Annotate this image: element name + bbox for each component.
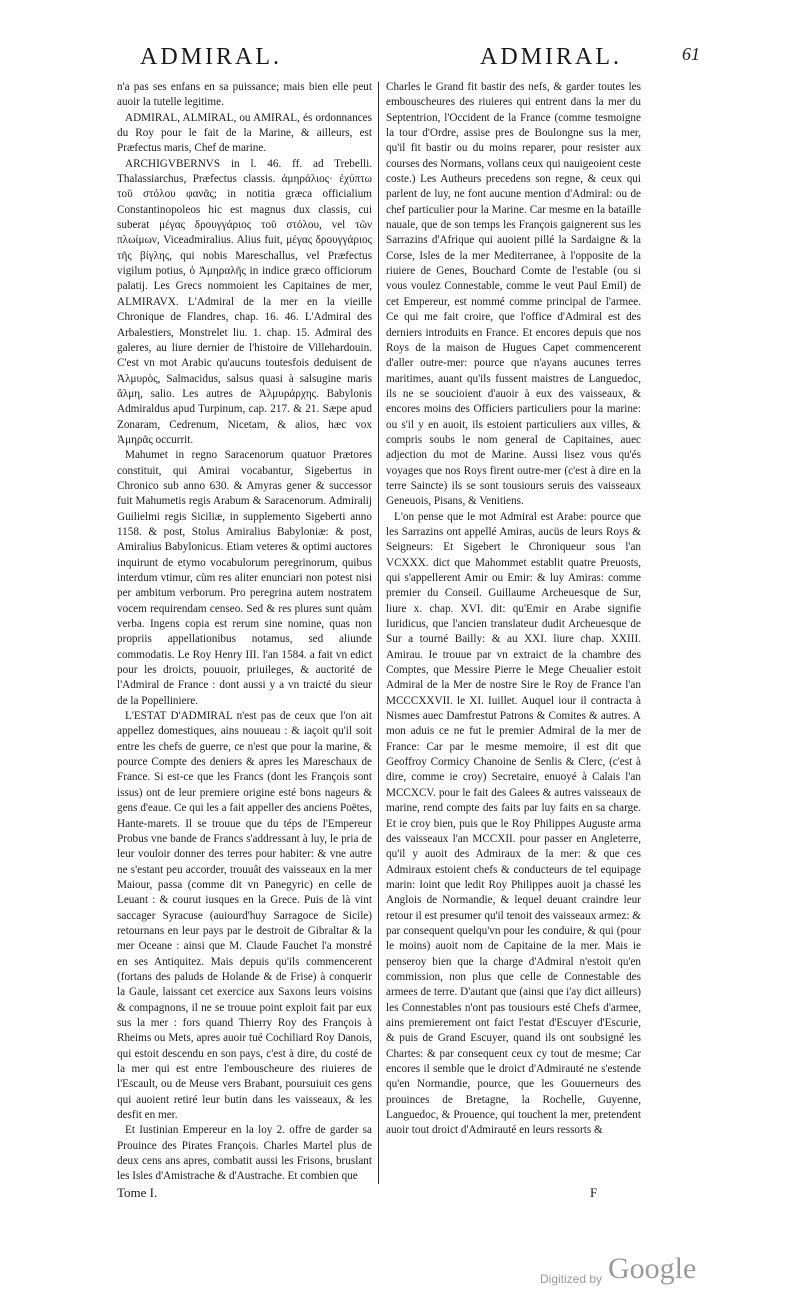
paragraph: ARCHIGVBERNVS in l. 46. ff. ad Trebelli. Thalassiarchus, Præfectus classis. ἀμηράλιος· ἐχύπτω τοῦ στόλου φανᾶς; in notitia græca officialium Constantinopoleos hic est magnus dux classis, cui suberat μέγας δρουγγάριος τοῦ στόλου, vel τῶν πλωίμων, Viceadmiralius. Alius fuit, μέγας δρουγγάριος τῆς βίγλης, qui nobis Mareschallus, vel Præfectus vigilum potius, ὁ Ἀμηραλῆς in indice græco officiorum palatij. Les Grecs nommoient les Capitaines de mer, ALMIRAVX. L'Admiral de la mer en la vieille Chronique de Flandres, chap. 16. 46. L'Admiral des Arbalestiers, Monstrelet liu. 1. chap. 15. Admiral des galeres, au liure dernier de l'histoire de Villehardouin. C'est vn mot Arabic qu'aucuns toutesfois deduisent de Ἀλμυρὸς, Salmacidus, salsus quasi à salsugine maris ἅλμη, salio. Les autres de Ἀλμυράρχης. Babylonis Admiraldus apud Turpinum, cap. 217. & 21. Sæpe apud Zonaram, Cedrenum, Nicetam, & alios, hæc vox Ἀμηρᾶς occurrit.	[117, 157, 372, 446]
signature-mark: F	[590, 1185, 598, 1200]
paragraph: Charles le Grand fit bastir des nefs, & garder toutes les embouscheures des riuieres qui entrent dans la mer du Septentrion, l'Occident de la France (comme tesmoigne la tour d'Ordre, assise pres de Boulongne sus la mer, qu'il fit bastir ou du moins reparer, pour resister aux courses des Normans, vollans ceux qui nauigeoient ceste coste.) Les Autheurs precedens son regne, & ceux qui parlent de luy, ne font aucune mention d'Admiral: ou de chef particulier pour la Marine. Car mesme en la bataille nauale, que de son temps les François gaignerent sus les Sarrazins d'Afrique qui auoient pillé la Sardaigne & la Corse, Isles de la mer Mediterranee, à l'opposite de la riuiere de Genes, Bouchard Comte de l'estable (ou si vous voulez Connestable, comme le veut Paul Emil) de cet Empereur, est nommé comme principal de l'armee. Ce qui me fait croire, que l'office d'Admiral est des derniers introduits en France. Et encores depuis que nos Roys de la maison de Hugues Capet commencerent d'aller outre-mer: pource que n'ayans aucunes terres maritimes, auant qu'ils fussent maistres de Languedoc, ils ne se soucioient d'auoir à eux des vaisseaux, & encores moins des Officiers particuliers pour la marine: ou s'il y en auoit, ils estoient particuliers aux villes, & compris soubs le nom general de Capitaines, auec adjection du mot de Marine. Aussi lisez vous qu'és voyages que nos Roys firent outre-mer (c'est à dire en la terre Saincte) ils se sont tousiours seruis des vaisseaux Geneuois, Pisans, & Venitiens.	[386, 81, 641, 508]
column-divider	[378, 82, 379, 1184]
running-head	[140, 44, 700, 84]
paragraph: L'ESTAT D'ADMIRAL n'est pas de ceux que l'on ait appellez domestiques, ains nouueau : & iaçoit qu'il soit entre les chefs de guerre, ce n'est que pour la marine, & pource Compte des deniers & apres les Mareschaux de France. Si est-ce que les Francs (dont les François sont issus) ont de leur premiere origine esté bons nageurs & gens d'eaue. Ce qui les a fait appeller des anciens Poëtes, Hante-marets. Il se trouue que du téps de l'Empereur Probus vne bande de Francs s'addressant à luy, le pria de leur vouloir donner des terres pour habiter: & vne autre ne s'estant peu accorder, trouuât des vaisseaux en la mer Maiour, passa (comme dit vn Panegyric) en celle de Leuant : & courut iusques en la Grece. Puis de là vint saccager Syracuse (auiourd'huy Sarragoce de Sicile) retournans en leur pays par le destroit de Gibraltar & la mer Oceane : ainsi que M. Claude Fauchet l'a monstré en ses Antiquitez. Mais depuis qu'ils commencerent (fortans des paluds de Holande & de Frise) à conquerir la Gaule, laissant cet exercice aux Saxons leurs voisins & compagnons, il ne se trouue point exploit fait par eux sus la mer : fors quand Thierry Roy des François à Rheims ou Mets, apres auoir tué Cochiliard Roy Danois, qui estoit descendu en son pays, c'est à dire, du costé de la mer qui est entre l'embouscheure des riuieres de l'Escault, ou de Meuse vers Brabant, poursuiuit ces gens qui auoient retiré leur butin dans les vaisseaux, & les desfit en mer.	[117, 710, 372, 1122]
digitization-watermark	[540, 1252, 780, 1298]
paragraph: Mahumet in regno Saracenorum quatuor Prætores constituit, qui Amirai vocabantur, Sigebertus in Chronico sub anno 630. & Amyras gener & successor fuit Mahumetis regis Arabum & Saracenorum. Admiralij Guilielmi regis Siciliæ, in supplemento Sigeberti anno 1158. & post, Stolus Amiralius Babyloniæ: & post, Amiralius Babylonicus. Etiam veteres & optimi auctores inquirunt de etymo vocabulorum peregrinorum, quibus interdum vtimur, cùm res aliter enunciari non potest nisi per ambitum verborum. Pro peregrina autem nostratem vocem requirendam censeo. Sed & res plures sunt quàm verba. Ingens copia est rerum sine nomine, quas non propriis appellationibus notamus, sed aliunde commodatis. Le Roy Henry III. l'an 1584. a fait vn edict pour les droicts, pouuoir, priuileges, & auctorité de l'Admiral de France : dont aussi y a vn traicté du sieur de la Popelliniere.	[117, 449, 372, 707]
paragraph: n'a pas ses enfans en sa puissance; mais bien elle peut auoir la tutelle legitime.	[117, 81, 372, 109]
volume-label: Tome I.	[117, 1185, 158, 1200]
page-number: 61	[682, 44, 700, 64]
right-column	[386, 80, 641, 1139]
left-page-title: ADMIRAL.	[140, 44, 282, 70]
paragraph: ADMIRAL, ALMIRAL, ou AMIRAL, és ordonnances du Roy pour le fait de la Marine, & ailleurs, est Præfectus maris, Chef de marine.	[117, 111, 372, 155]
paragraph: Et Iustinian Empereur en la loy 2. offre de garder sa Prouince des Pirates François. Charles Martel plus de deux cens ans apres, combatit aussi les Frisons, bruslant les Isles d'Amistrache & d'Austrache. Et combien que	[117, 1124, 372, 1183]
footer-left	[117, 1185, 372, 1205]
watermark-prefix: Digitized by	[540, 1272, 603, 1286]
right-page-title: ADMIRAL.	[480, 44, 622, 70]
google-logo: Google	[608, 1252, 697, 1285]
paragraph: L'on pense que le mot Admiral est Arabe: pource que les Sarrazins ont appellé Amiras, aucüs de leurs Roys & Seigneurs: Et Sigebert le Chroniqueur sous l'an VCXXX. dict que Mahommet establit quatre Preuosts, qui s'appellerent Amir ou Emir: & luy Amiras: comme premier du Conseil. Guillaume Archeuesque de Sur, liure x. chap. XVI. dit: qu'Emir en Arabe signifie Iuridicus, que l'ancien translateur dudit Archeuesque de Sur a tourné Bailly: & au XXI. liure chap. XXIII. Amirau. Ie trouue par vn extraict de la chambre des Comptes, que Messire Pierre le Mege Cheualier estoit Admiral de la Mer de nostre Sire le Roy de France l'an MCCCXXVII. le XI. Iuillet. Auquel iour il contracta à Nismes auec Damfrestut Patrons & Comites & autres. A mon aduis ce ne fut le premier Admiral de la mer de France: Car par le mesme memoire, il est dit que Geoffroy Cormicy Chanoine de Senlis & Clerc, (c'est à dire, comme ie croy) Secretaire, enuoyé à Calais l'an MCCXCV. pour le fait des Galees & autres vaisseaux de marine, rend compte des faits par luy faits en sa charge. Et ie croy bien, puis que le Roy Philippes Auguste arma des vaisseaux l'an MCCXII. pour passer en Angleterre, qu'il y auoit des Admiraux de la mer: & que ces Admiraux estoient chefs & conducteurs de tel equipage marin: Ioint que ledit Roy Philippes auoit ja chassé les Anglois de Normandie, & lequel deuant craindre leur retour il est presumer qu'il tenoit des vaisseaux armez: & par consequent quelqu'vn pour les conduire, & qui (pour le moins) auoit nom de Capitaine de la mer. Mais ie penseroy bien que la charge d'Admiral n'estoit qu'en commission, non plus que celle de Connestable des armees de terre. D'autant que (ainsi que i'ay dict ailleurs) les Connestables n'ont pas tousiours esté Chefs d'armee, ains premierement ont faict l'estat d'Escuyer d'Escurie, & puis de Grand Escuyer, quand ils ont soubsigné les Chartes: & par consequent ceux cy tout de mesme; Car encores il semble que le droict d'Admirauté ne s'estende qu'en Normandie, pource, que les Gouuerneurs des prouinces de Bretagne, la Rochelle, Guyenne, Languedoc, & Prouence, qui touchent la mer, pretendent auoir tout droict d'Admirauté en leurs ressorts &	[386, 510, 641, 1137]
left-column	[117, 80, 372, 1185]
